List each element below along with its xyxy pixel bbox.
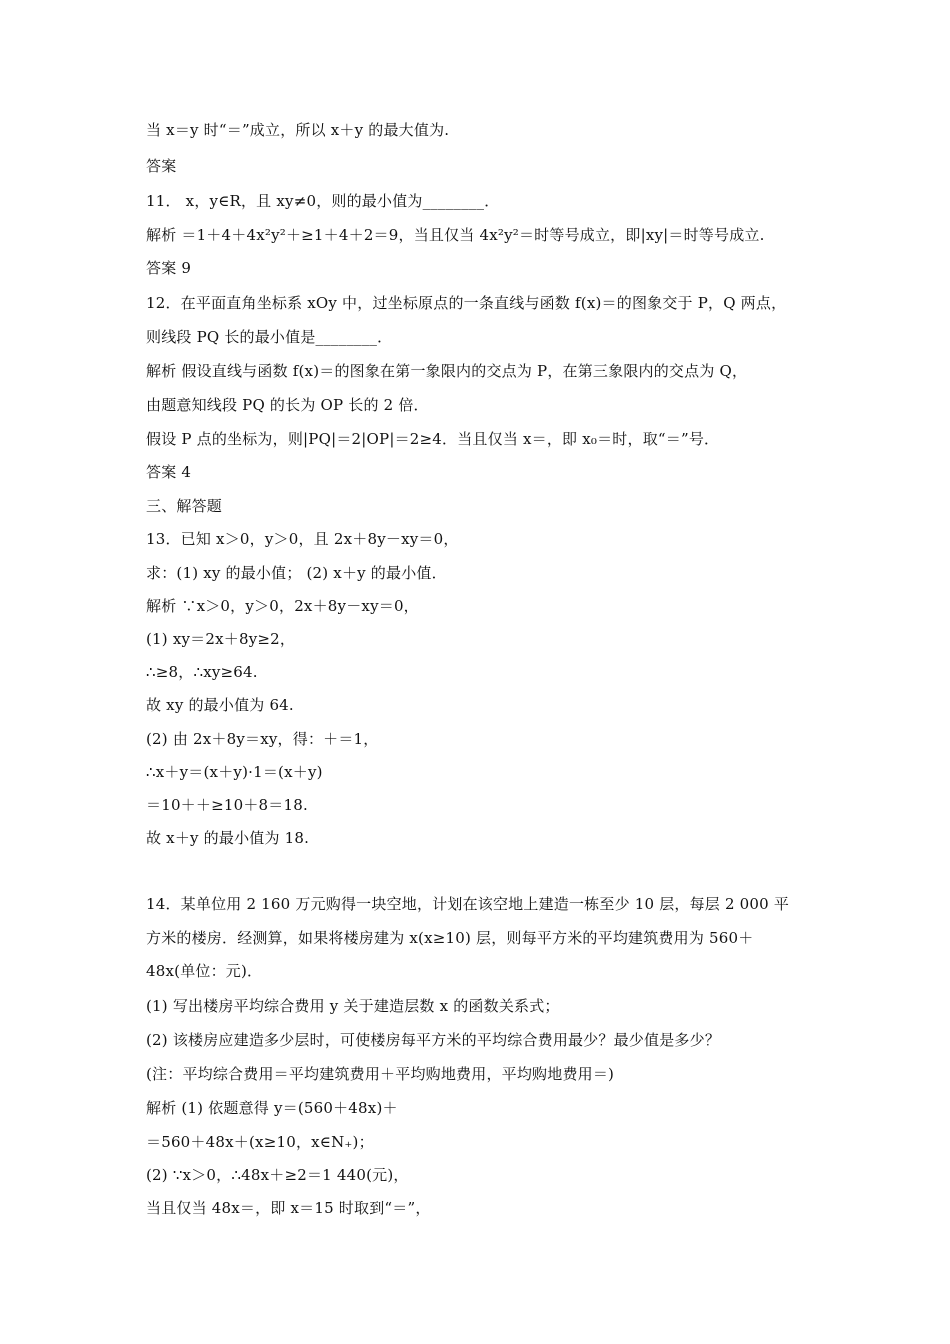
analysis-14-step1: ＝560＋48x＋(x≥10，x∈N₊)； [146, 1133, 374, 1151]
analysis-13-result1: 故 xy 的最小值为 64. [146, 696, 294, 714]
question-13-parts: 求：(1) xy 的最小值； (2) x＋y 的最小值． [146, 564, 447, 582]
question-14: 14．某单位用 2 160 万元购得一块空地，计划在该空地上建造一栋至少 10 层，每层 2 000 平 [146, 895, 790, 913]
question-14-cont2: 48x(单位：元)． [146, 962, 263, 980]
analysis-13-step3: (2) 由 2x＋8y＝xy，得：＋＝1， [146, 730, 379, 748]
analysis-14-step3: 当且仅当 48x＝，即 x＝15 时取到“＝”， [146, 1199, 431, 1217]
analysis-13-step4: ∴x＋y＝(x＋y)·1＝(x＋y) [146, 763, 323, 781]
analysis-14-step2: (2) ∵x＞0，∴48x＋≥2＝1 440(元)， [146, 1166, 409, 1184]
question-14-part1: (1) 写出楼房平均综合费用 y 关于建造层数 x 的函数关系式； [146, 997, 560, 1015]
question-12: 12．在平面直角坐标系 xOy 中，过坐标原点的一条直线与函数 f(x)＝的图象交于 P，Q 两点， [146, 294, 787, 312]
analysis-12-cont2: 假设 P 点的坐标为，则|PQ|＝2|OP|＝2≥4．当且仅当 x＝，即 x₀＝时，取“＝”号． [146, 430, 720, 448]
section-heading: 三、解答题 [146, 497, 223, 515]
analysis-13-step1: (1) xy＝2x＋8y≥2， [146, 630, 296, 648]
question-11: 11． x，y∈R，且 xy≠0，则的最小值为________． [146, 192, 500, 210]
question-12-cont: 则线段 PQ 长的最小值是________． [146, 328, 393, 346]
analysis-13-step2: ∴≥8，∴xy≥64. [146, 663, 258, 681]
question-14-note: (注：平均综合费用＝平均建筑费用＋平均购地费用，平均购地费用＝) [146, 1065, 615, 1083]
answer-label: 答案 [146, 157, 177, 175]
analysis-13-step5: ＝10＋＋≥10＋8＝18. [146, 796, 308, 814]
text-line: 当 x＝y 时“＝”成立，所以 x＋y 的最大值为. [146, 121, 450, 139]
analysis-13-result2: 故 x＋y 的最小值为 18. [146, 829, 310, 847]
question-14-part2: (2) 该楼房应建造多少层时，可使楼房每平方米的平均综合费用最少？最少值是多少？ [146, 1031, 721, 1049]
analysis-12: 解析 假设直线与函数 f(x)＝的图象在第一象限内的交点为 P，在第三象限内的交点为 Q， [146, 362, 748, 380]
analysis-11: 解析 ＝1＋4＋4x²y²＋≥1＋4＋2＝9，当且仅当 4x²y²＝时等号成立，即|xy|＝时等号成立. [146, 226, 765, 244]
analysis-12-cont: 由题意知线段 PQ 的长为 OP 长的 2 倍． [146, 396, 429, 414]
analysis-13: 解析 ∵x＞0，y＞0，2x＋8y－xy＝0， [146, 597, 419, 615]
question-13: 13．已知 x＞0，y＞0，且 2x＋8y－xy＝0， [146, 530, 459, 548]
question-14-cont: 方米的楼房．经测算，如果将楼房建为 x(x≥10) 层，则每平方米的平均建筑费用为 560＋ [146, 929, 754, 947]
answer-11: 答案 9 [146, 259, 192, 277]
answer-12: 答案 4 [146, 463, 192, 481]
analysis-14: 解析 (1) 依题意得 y＝(560＋48x)＋ [146, 1099, 398, 1117]
